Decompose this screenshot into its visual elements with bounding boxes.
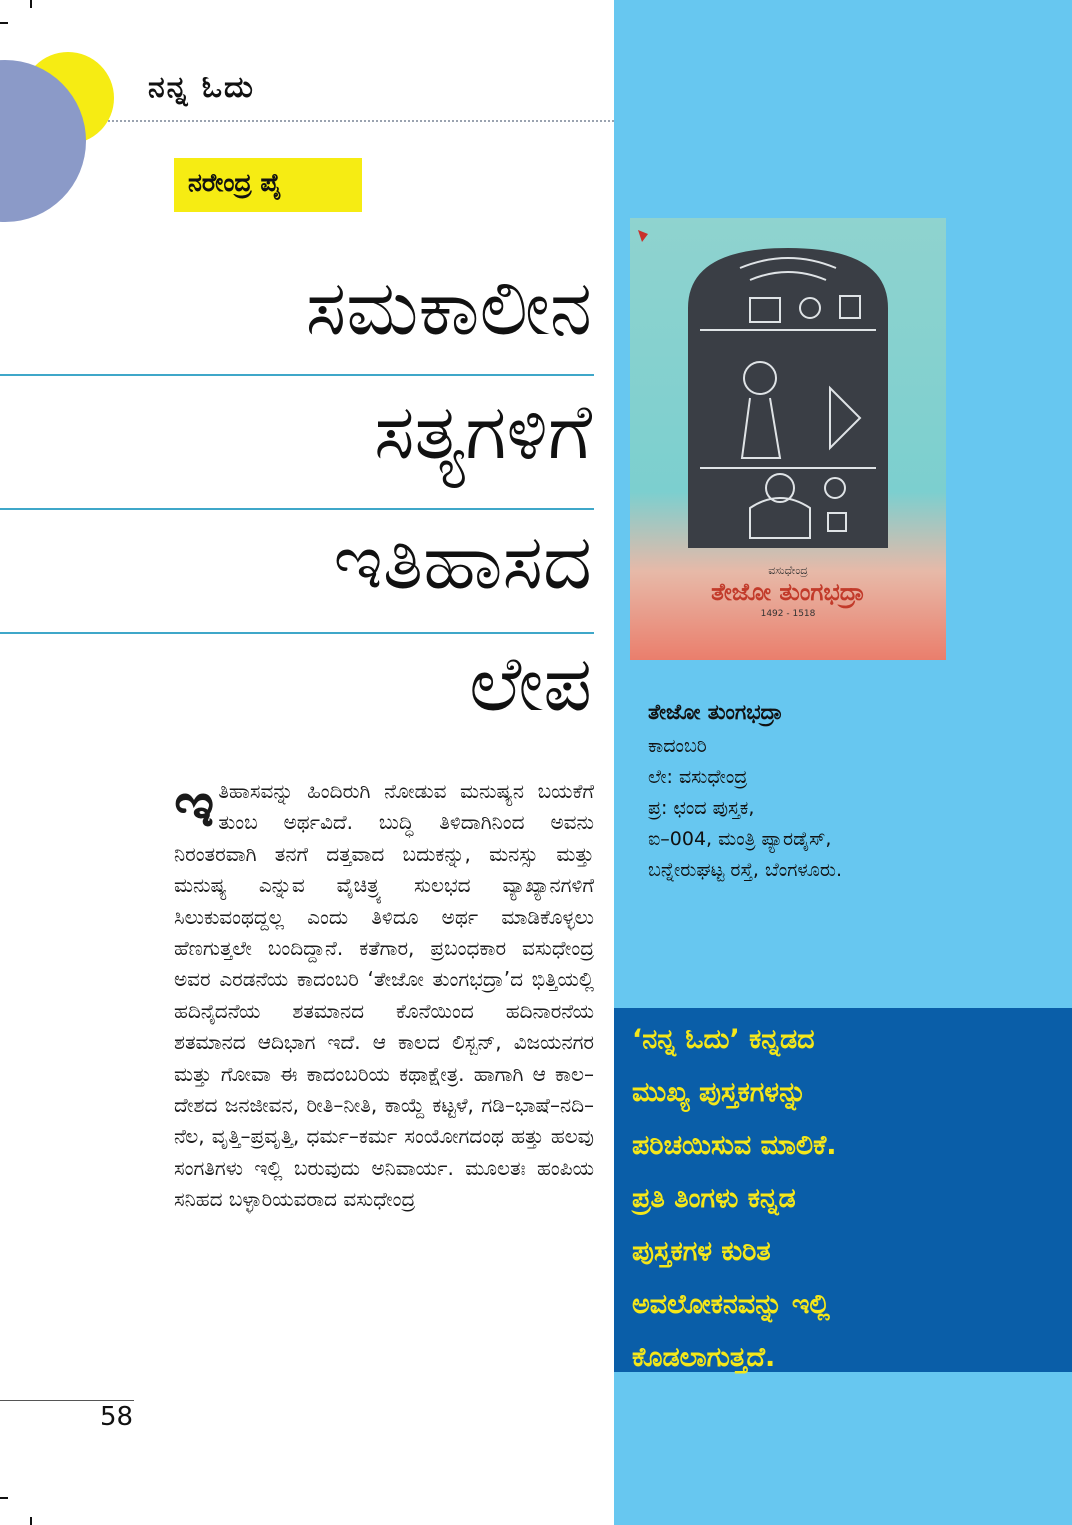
book-cover-art <box>630 218 946 660</box>
headline-line-4: ಲೇಪ <box>469 639 592 728</box>
page-number: 58 <box>100 1402 134 1432</box>
crop-mark <box>0 1497 8 1499</box>
book-cover-image <box>630 218 946 660</box>
promo-line-1: ‘ನನ್ನ ಓದು’ ಕನ್ನಡದ <box>632 1024 815 1055</box>
cover-title: ತೇಜೋ ತುಂಗಭದ್ರಾ <box>711 578 865 606</box>
drop-cap: ಇ <box>174 768 215 841</box>
promo-line-3: ಪರಿಚಯಿಸುವ ಮಾಲಿಕೆ. <box>632 1130 837 1161</box>
book-info-publisher: ಪ್ರ: ಛಂದ ಪುಸ್ತಕ, <box>648 797 755 819</box>
headline-rule <box>0 508 594 510</box>
book-info-address-1: ಐ–004, ಮಂತ್ರಿ ಪ್ಯಾರಡೈಸ್, <box>648 828 832 850</box>
promo-line-5: ಪುಸ್ತಕಗಳ ಕುರಿತ <box>632 1236 771 1267</box>
headline-rule <box>0 374 594 376</box>
article-body <box>174 768 594 1216</box>
cover-years: 1492 - 1518 <box>760 609 816 619</box>
crop-mark <box>30 1517 32 1525</box>
cover-author: ವಸುಧೇಂದ್ರ <box>768 564 808 577</box>
promo-line-7: ಕೊಡಲಾಗುತ್ತದೆ. <box>632 1342 776 1373</box>
crop-mark <box>30 0 32 8</box>
promo-line-6: ಅವಲೋಕನವನ್ನು ಇಲ್ಲಿ <box>632 1289 830 1320</box>
headline-line-2: ಸತ್ಯಗಳಿಗೆ <box>374 387 592 476</box>
promo-line-2: ಮುಖ್ಯ ಪುಸ್ತಕಗಳನ್ನು <box>632 1077 807 1108</box>
crop-mark <box>0 22 8 24</box>
book-info-genre: ಕಾದಂಬರಿ <box>648 735 707 757</box>
headline-rule <box>0 632 594 634</box>
book-info-title: ತೇಜೋ ತುಂಗಭದ್ರಾ <box>648 700 783 724</box>
headline-line-1: ಸಮಕಾಲೀನ <box>305 263 592 352</box>
book-info-address-2: ಬನ್ನೇರುಘಟ್ಟ ರಸ್ತೆ, ಬೆಂಗಳೂರು. <box>648 859 842 881</box>
section-title: ನನ್ನ ಓದು <box>148 70 255 105</box>
article-text: ತಿಹಾಸವನ್ನು ಹಿಂದಿರುಗಿ ನೋಡುವ ಮನುಷ್ಯನ ಬಯಕೆಗೆ ತುಂಬ ಅರ್ಥವಿದೆ. ಬುದ್ಧಿ ತಿಳಿದಾಗಿನಿಂದ ಅವನು ನಿರಂತರವಾಗಿ ತನಗೆ ದತ್ತವಾದ ಬದುಕನ್ನು, ಮನಸ್ಸು ಮತ್ತು ಮನುಷ್ಯ ಎನ್ನುವ ವೈಚಿತ್ರ್ಯ ಸುಲಭದ ವ್ಯಾಖ್ಯಾನಗಳಿಗೆ ಸಿಲುಕುವಂಥದ್ದಲ್ಲ ಎಂದು ತಿಳಿದೂ ಅರ್ಥ ಮಾಡಿಕೊಳ್ಳಲು ಹೆಣಗುತ್ತಲೇ ಬಂದಿದ್ದಾನೆ. ಕತೆಗಾರ, ಪ್ರಬಂಧಕಾರ ವಸುಧೇಂದ್ರ ಅವರ ಎರಡನೆಯ ಕಾದಂಬರಿ ‘ತೇಜೋ ತುಂಗಭದ್ರಾ’ದ ಭಿತ್ತಿಯಲ್ಲಿ ಹದಿನೈದನೆಯ ಶತಮಾನದ ಕೊನೆಯಿಂದ ಹದಿನಾರನೆಯ ಶತಮಾನದ ಆದಿಭಾಗ ಇದೆ. ಆ ಕಾಲದ ಲಿಸ್ಬನ್, ವಿಜಯನಗರ ಮತ್ತು ಗೋವಾ ಈ ಕಾದಂಬರಿಯ ಕಥಾಕ್ಷೇತ್ರ. ಹಾಗಾಗಿ ಆ ಕಾಲ–ದೇಶದ ಜನಜೀವನ, ರೀತಿ–ನೀತಿ, ಕಾಯ್ದೆ ಕಟ್ಟಳೆ, ಗಡಿ–ಭಾಷೆ–ನದಿ–ನೆಲ, ವೃತ್ತಿ–ಪ್ರವೃತ್ತಿ, ಧರ್ಮ–ಕರ್ಮ ಸಂಯೋಗದಂಥ ಹತ್ತು ಹಲವು ಸಂಗತಿಗಳು ಇಲ್ಲಿ ಬರುವುದು ಅನಿವಾರ್ಯ. ಮೂಲತಃ ಹಂಪಿಯ ಸನಿಹದ ಬಳ್ಳಾರಿಯವರಾದ ವಸುಧೇಂದ್ರ <box>174 779 594 1212</box>
page-number-rule <box>0 1400 134 1401</box>
author-name: ನರೇಂದ್ರ ಪೈ <box>188 168 282 197</box>
book-info-author: ಲೇ: ವಸುಧೇಂದ್ರ <box>648 766 748 788</box>
headline-line-3: ಇತಿಹಾಸದ <box>333 517 592 606</box>
promo-line-4: ಪ್ರತಿ ತಿಂಗಳು ಕನ್ನಡ <box>632 1183 796 1214</box>
section-divider <box>108 120 614 122</box>
